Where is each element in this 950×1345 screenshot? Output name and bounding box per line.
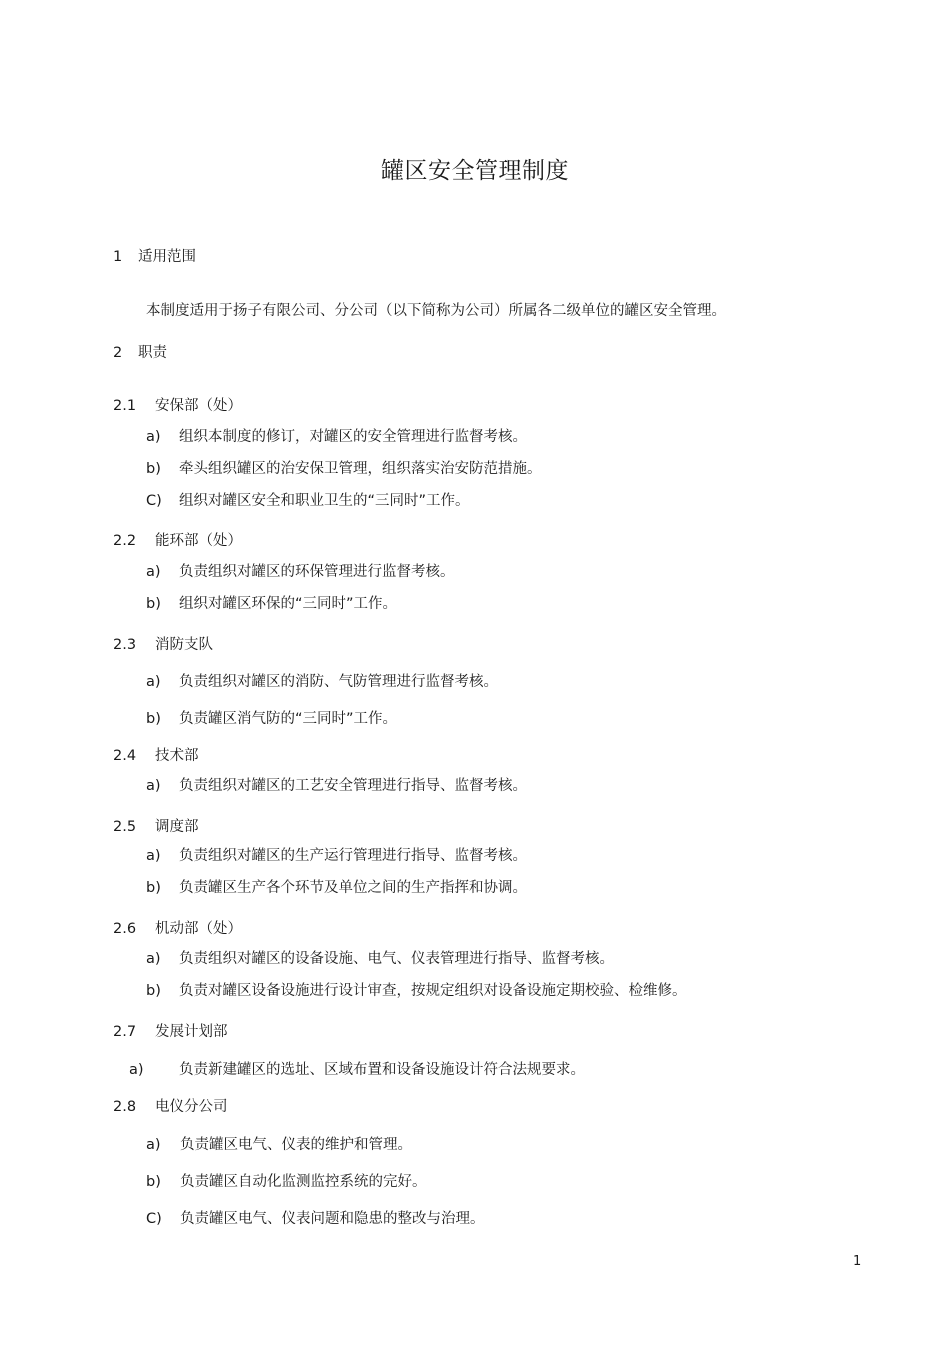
subsection-heading: 调度部 (155, 819, 199, 835)
subsection-number: 2.3 (113, 637, 137, 653)
list-item: 组织对罐区环保的“三同时”工作。 (179, 596, 398, 612)
list-item-marker: a) (146, 674, 161, 690)
list-item: 负责罐区生产各个环节及单位之间的生产指挥和协调。 (179, 880, 527, 896)
list-item: 负责组织对罐区的工艺安全管理进行指导、监督考核。 (179, 778, 527, 794)
list-item: 负责对罐区设备设施进行设计审查，按规定组织对设备设施定期校验、检维修。 (179, 983, 687, 999)
list-item-marker: b) (146, 1174, 161, 1190)
list-item: 负责组织对罐区的生产运行管理进行指导、监督考核。 (179, 848, 527, 864)
document-title: 罐区安全管理制度 (381, 158, 569, 184)
section-heading-responsibilities: 职责 (138, 345, 167, 361)
list-item-marker: a) (146, 951, 161, 967)
list-item: 负责新建罐区的选址、区域布置和设备设施设计符合法规要求。 (179, 1062, 585, 1078)
subsection-number: 2.7 (113, 1024, 137, 1040)
list-item-marker: b) (146, 711, 161, 727)
subsection-number: 2.2 (113, 533, 137, 549)
list-item-marker: a) (146, 778, 161, 794)
subsection-number: 2.4 (113, 748, 137, 764)
list-item-marker: b) (146, 880, 161, 896)
list-item: 负责罐区电气、仪表的维护和管理。 (180, 1137, 412, 1153)
list-item-marker: a) (146, 564, 161, 580)
list-item-marker: b) (146, 983, 161, 999)
list-item-marker: C) (146, 493, 162, 509)
list-item: 负责罐区消气防的“三同时”工作。 (179, 711, 398, 727)
list-item: 负责组织对罐区的设备设施、电气、仪表管理进行指导、监督考核。 (179, 951, 614, 967)
list-item: 负责罐区自动化监测监控系统的完好。 (180, 1174, 427, 1190)
list-item: 负责组织对罐区的环保管理进行监督考核。 (179, 564, 455, 580)
page-number: 1 (853, 1254, 862, 1269)
list-item: 牵头组织罐区的治安保卫管理，组织落实治安防范措施。 (179, 461, 542, 477)
subsection-number: 2.8 (113, 1099, 137, 1115)
list-item-marker: b) (146, 596, 161, 612)
subsection-heading: 机动部（处） (155, 921, 242, 937)
subsection-number: 2.1 (113, 398, 137, 414)
list-item-marker: a) (146, 848, 161, 864)
section-heading-scope: 适用范围 (138, 249, 196, 265)
subsection-heading: 安保部（处） (155, 398, 242, 414)
section-number: 1 (113, 249, 123, 265)
list-item-marker: b) (146, 461, 161, 477)
list-item: 组织本制度的修订，对罐区的安全管理进行监督考核。 (179, 429, 527, 445)
list-item-marker: C) (146, 1211, 162, 1227)
subsection-heading: 消防支队 (155, 637, 213, 653)
subsection-heading: 发展计划部 (155, 1024, 228, 1040)
list-item: 组织对罐区安全和职业卫生的“三同时”工作。 (179, 493, 470, 509)
subsection-heading: 技术部 (155, 748, 199, 764)
list-item-marker: a) (146, 1137, 161, 1153)
list-item-marker: a) (129, 1062, 144, 1078)
list-item-marker: a) (146, 429, 161, 445)
subsection-number: 2.5 (113, 819, 137, 835)
scope-paragraph: 本制度适用于扬子有限公司、分公司（以下简称为公司）所属各二级单位的罐区安全管理。 (146, 303, 726, 319)
subsection-number: 2.6 (113, 921, 137, 937)
list-item: 负责罐区电气、仪表问题和隐患的整改与治理。 (180, 1211, 485, 1227)
subsection-heading: 能环部（处） (155, 533, 242, 549)
subsection-heading: 电仪分公司 (155, 1099, 228, 1115)
list-item: 负责组织对罐区的消防、气防管理进行监督考核。 (179, 674, 498, 690)
section-number: 2 (113, 345, 123, 361)
